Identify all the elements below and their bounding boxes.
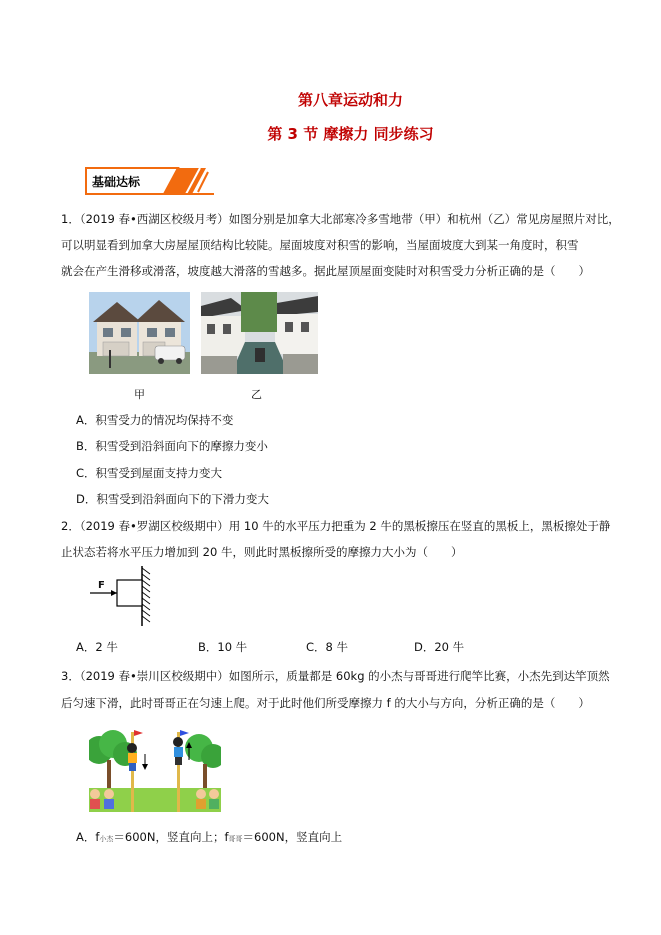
q2-line-2: 止状态若将水平压力增加到 20 牛，则此时黑板擦所受的摩擦力大小为（ ） [61, 545, 463, 559]
caption-jia: 甲 [134, 388, 145, 401]
q1-option-a: A．积雪受力的情况均保持不变 [76, 413, 234, 427]
q2-option-d: D．20 牛 [414, 640, 465, 654]
q3-line-2: 后匀速下滑，此时哥哥正在匀速上爬。对于此时他们所受摩擦力 f 的大小与方向，分析正确的是（ ） [61, 696, 590, 710]
q2-option-a: A．2 牛 [76, 640, 118, 654]
q1-line-1: 1．（2019 春•西湖区校级月考）如图分别是加拿大北部寒冷多雪地带（甲）和杭州（乙）常见房屋照片对比， [61, 212, 620, 226]
q3-option-a-part-2: ＝600N，竖直向上；f [113, 830, 229, 844]
section-title: 第 3 节 摩擦力 同步练习 [267, 125, 434, 143]
q3-option-a-part-3: ＝600N，竖直向上 [242, 830, 343, 844]
pole-climbing-illustration [89, 724, 221, 812]
section-banner [82, 166, 216, 196]
chapter-title: 第八章运动和力 [297, 91, 403, 109]
q3-option-a [76, 830, 342, 846]
hangzhou-house-photo [201, 292, 318, 374]
q3-line-1: 3．（2019 春•崇川区校级期中）如图所示，质量都是 60kg 的小杰与哥哥进行爬竿比赛，小杰先到达竿顶然 [61, 669, 610, 683]
q1-option-c: C．积雪受到屋面支持力变大 [76, 466, 223, 480]
canada-house-photo [89, 292, 190, 374]
force-label: F [98, 580, 105, 591]
q3-option-a-sub-2: 哥哥 [228, 835, 243, 843]
q3-option-a-sub-1: 小杰 [99, 835, 114, 843]
q1-option-d: D．积雪受到沿斜面向下的下滑力变大 [76, 492, 269, 506]
q1-option-b: B．积雪受到沿斜面向下的摩擦力变小 [76, 439, 268, 453]
q3-option-a-part-1: A．f [76, 830, 100, 844]
q2-option-c: C．8 牛 [306, 640, 349, 654]
q2-line-1: 2．（2019 春•罗湖区校级期中）用 10 牛的水平压力把重为 2 牛的黑板擦压在竖直的黑板上，黑板擦处于静 [61, 519, 611, 533]
q1-line-2: 可以明显看到加拿大房屋屋顶结构比较陡。屋面坡度对积雪的影响，当屋面坡度大到某一角度时，积雪 [61, 238, 579, 252]
q1-line-3: 就会在产生滑移或滑落，坡度越大滑落的雪越多。据此屋顶屋面变陡时对积雪受力分析正确的是（ ） [61, 264, 590, 278]
caption-yi: 乙 [251, 388, 262, 401]
q2-option-b: B．10 牛 [198, 640, 248, 654]
banner-label: 基础达标 [92, 175, 141, 189]
blackboard-diagram [88, 566, 158, 626]
